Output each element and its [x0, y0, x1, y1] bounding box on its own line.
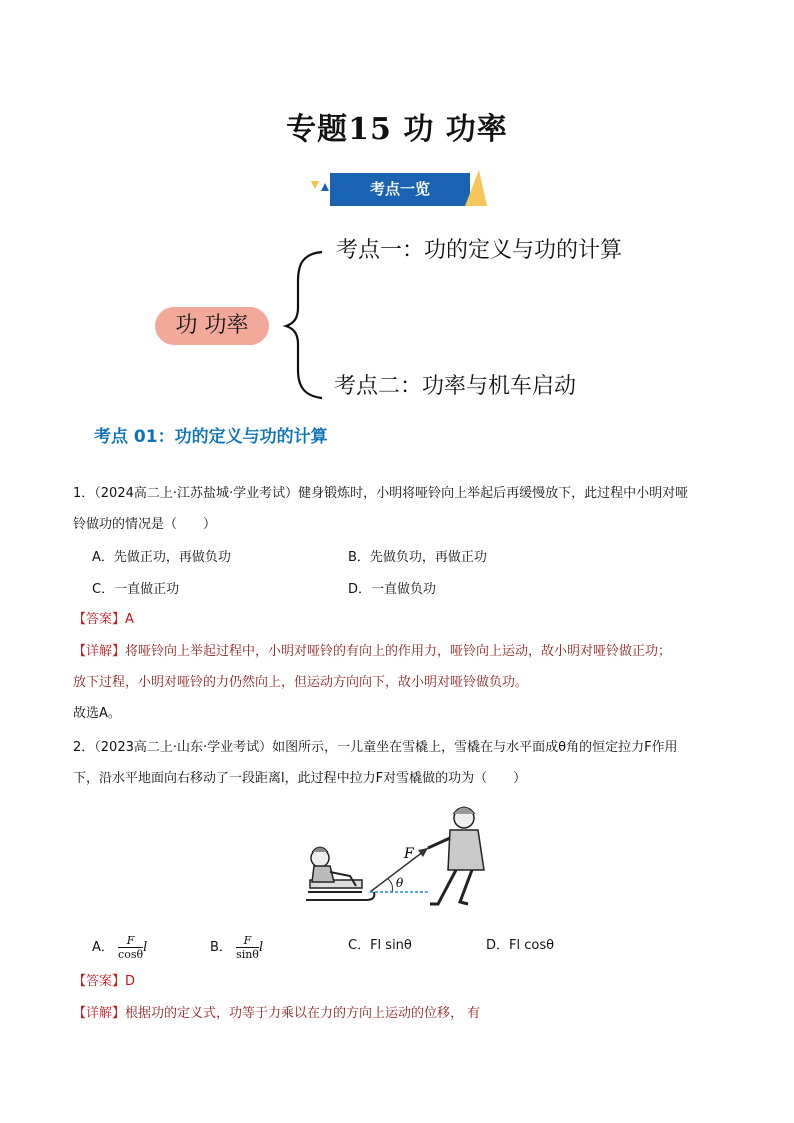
- fraction-b: [236, 934, 259, 961]
- q1-answer: [73, 604, 733, 635]
- detail-conclusion: 故选A。: [73, 706, 121, 721]
- q1-option-a: A．先做正功，再做负功: [92, 550, 231, 565]
- q2-stem: [73, 732, 733, 794]
- q1-stem-line1: 1．（2024高二上·江苏盐城·学业考试）健身锻炼时，小明将哑铃向上举起后再缓慢放下，此过程中小明对哑: [73, 486, 689, 501]
- q1-stem: [73, 478, 733, 540]
- triangle-decoration-icon: [311, 181, 331, 195]
- q1-stem-line2: 铃做功的情况是（ ）: [73, 517, 217, 532]
- q1-detail: [73, 636, 733, 729]
- mindmap-branch-1: 考点一：功的定义与功的计算: [336, 238, 623, 263]
- detail-line1: 将哑铃向上举起过程中，小明对哑铃的有向上的作用力，哑铃向上运动，故小明对哑铃做正功；: [125, 644, 672, 659]
- q2-option-b: [210, 934, 263, 961]
- q2-stem-line1: 2．（2023高二上·山东·学业考试）如图所示，一儿童坐在雪橇上，雪橇在与水平面成θ角的恒定拉力F作用: [73, 740, 678, 755]
- fraction-a-tail: l: [143, 940, 148, 955]
- fraction-b-num: F: [236, 934, 259, 948]
- fraction-a: [118, 934, 143, 961]
- detail-label: 【详解】: [73, 1006, 126, 1021]
- q2-answer: [73, 966, 733, 997]
- answer-value: A: [125, 612, 134, 627]
- sled-figure: [300, 800, 500, 915]
- q2-detail: [73, 998, 733, 1029]
- fraction-b-den: sinθ: [236, 948, 259, 961]
- q2-stem-line2: 下，沿水平地面向右移动了一段距离l，此过程中拉力F对雪橇做的功为（ ）: [73, 771, 527, 786]
- mindmap-center: 功 功率: [155, 307, 269, 345]
- q1-options: [92, 546, 732, 606]
- detail-line2: 放下过程，小明对哑铃的力仍然向上，但运动方向向下，故小明对哑铃做负功。: [73, 675, 529, 690]
- detail-label: 【详解】: [73, 644, 126, 659]
- page-title: 专题15 功 功率: [286, 112, 508, 147]
- q2-option-d: D．Fl cosθ: [486, 938, 555, 953]
- overview-badge: 考点一览: [330, 173, 470, 206]
- answer-label: 【答案】: [73, 612, 126, 627]
- fraction-a-num: F: [118, 934, 143, 948]
- q2-options: [92, 926, 732, 960]
- q2-option-c: C．Fl sinθ: [348, 938, 412, 953]
- answer-label: 【答案】: [73, 974, 126, 989]
- q1-option-d: D．一直做负功: [348, 582, 437, 597]
- q1-option-c: C．一直做正功: [92, 582, 180, 597]
- triangle-decoration-icon: [465, 170, 489, 208]
- angle-label: θ: [396, 876, 404, 890]
- section-title: 考点 01：功的定义与功的计算: [94, 427, 328, 447]
- answer-value: D: [125, 974, 136, 989]
- q1-option-b: B．先做负功，再做正功: [348, 550, 487, 565]
- fraction-a-den: cosθ: [118, 948, 144, 961]
- force-label: F: [404, 846, 414, 862]
- detail-line1: 根据功的定义式，功等于力乘以在力的方向上运动的位移， 有: [125, 1006, 481, 1021]
- q2-option-a: [92, 934, 147, 961]
- mindmap-branch-2: 考点二：功率与机车启动: [334, 374, 577, 399]
- option-b-label: B．: [210, 940, 232, 955]
- fraction-b-tail: l: [258, 940, 264, 955]
- option-a-label: A．: [92, 940, 114, 955]
